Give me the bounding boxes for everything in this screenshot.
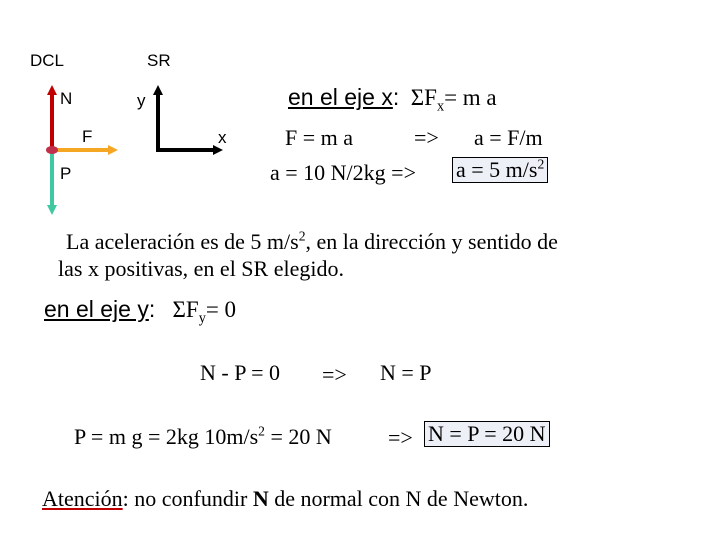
f-force-label: F [82, 127, 93, 146]
y-result-box: N = P = 20 N [424, 421, 550, 447]
x-implies-arrow: => [414, 125, 439, 150]
x-axis-heading: en el eje x [288, 84, 393, 110]
note-label: Atención [42, 486, 123, 511]
y-axis-heading: en el eje y [44, 296, 149, 322]
x-axis-equation: en el eje x: $\Sigma F_x= m$ a [288, 84, 497, 115]
y-implies-arrow-2: => [388, 425, 413, 450]
body-point [46, 146, 58, 154]
x-result-box: a = 5 $m/s^2$ [452, 157, 548, 183]
y-eq-equal: N = P [380, 360, 432, 385]
y-sum-symbol: ΣF [172, 297, 199, 322]
dcl-label: DCL [30, 51, 65, 70]
y-axis-equation: en el eje y: $\Sigma F_y= 0$ [44, 296, 237, 327]
y-implies-arrow: => [322, 362, 347, 387]
x-eq-newton: F = m a [285, 125, 354, 150]
x-sum-symbol: ΣF [410, 85, 437, 110]
y-axis-label: y [137, 91, 146, 110]
p-force-label: P [60, 164, 72, 183]
n-force-label: N [60, 89, 73, 108]
conclusion-line-2: las x positivas, en el SR elegido. [58, 256, 344, 281]
x-eq-substitution: a = 10 N/2kg => [270, 160, 416, 185]
warning-note: Atención: no confundir N de normal con N de Newton. [42, 486, 529, 511]
sr-label: SR [147, 51, 171, 70]
weight-calculation: P = m g = 2kg $10m/s^2 = 20$ N [74, 423, 332, 449]
x-eq-accel: a = F/m [474, 125, 543, 150]
x-axis-label: x [218, 128, 227, 147]
conclusion-line-1: La aceleración es de 5 $m/s^2$, en la dirección y sentido de [66, 228, 558, 254]
y-eq-balance: N - P = 0 [200, 360, 281, 385]
